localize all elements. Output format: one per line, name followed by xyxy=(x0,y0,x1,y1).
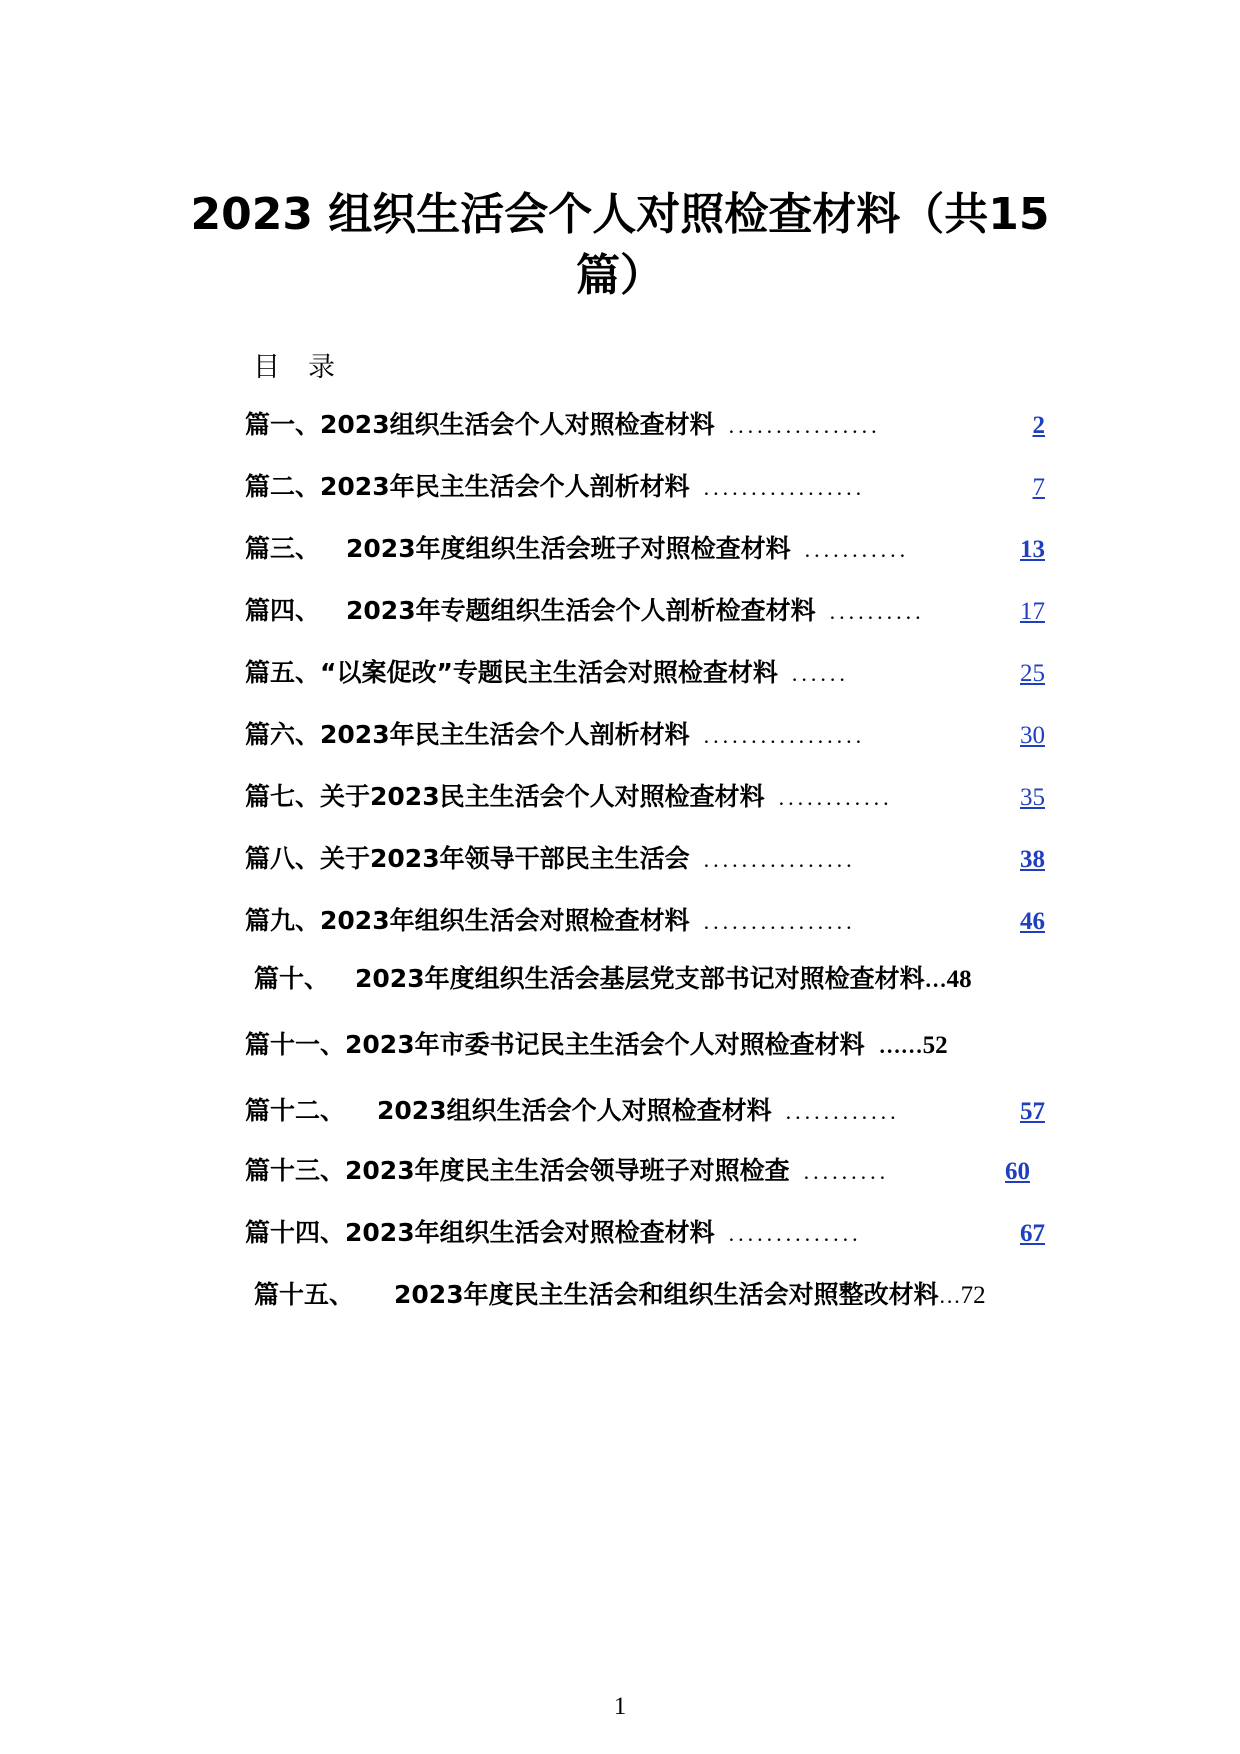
toc-leader-dots: ........... xyxy=(804,537,910,562)
toc-entry-prefix: 篇五、 xyxy=(245,658,321,687)
toc-entry-title: 2023年组织生活会对照检查材料 xyxy=(320,906,690,935)
toc-heading-char-1: 目 xyxy=(253,352,286,383)
toc-page-link[interactable]: 2 xyxy=(1032,412,1045,439)
toc-entry[interactable] xyxy=(245,529,1045,569)
toc-page-link[interactable]: 13 xyxy=(1020,536,1045,563)
toc-entry[interactable] xyxy=(245,467,1045,507)
toc-page-link[interactable]: 46 xyxy=(1020,908,1045,935)
toc-leader-dots: …… xyxy=(878,1033,923,1058)
toc-page-link[interactable]: 35 xyxy=(1020,784,1045,811)
toc-entry-prefix: 篇九、 xyxy=(245,906,321,935)
toc-entry-prefix: 篇十五、 xyxy=(254,1280,355,1309)
toc-leader-dots: ............ xyxy=(785,1099,900,1124)
toc-entry-title: 关于2023民主生活会个人对照检查材料 xyxy=(320,782,765,811)
toc-page-link[interactable]: 67 xyxy=(1020,1220,1045,1247)
toc-leader-dots: ............ xyxy=(778,785,893,810)
toc-entry[interactable] xyxy=(254,959,1054,999)
toc-entry[interactable] xyxy=(245,715,1045,755)
toc-page-link[interactable]: 57 xyxy=(1020,1098,1045,1125)
toc-leader-dots: … xyxy=(924,967,947,992)
toc-entry[interactable] xyxy=(245,591,1045,631)
document-title: 2023 组织生活会个人对照检查材料（共15 xyxy=(190,189,1050,240)
toc-leader-dots: ................ xyxy=(728,413,881,438)
toc-entry[interactable] xyxy=(245,1213,1045,1253)
toc-page-link[interactable]: 52 xyxy=(922,1032,948,1059)
toc-leader-dots: .......... xyxy=(829,599,925,624)
toc-page-link[interactable]: 17 xyxy=(1020,598,1045,625)
toc-entry-title: 2023年度民主生活会和组织生活会对照整改材料 xyxy=(394,1280,939,1309)
toc-leader-dots: ...... xyxy=(791,661,849,686)
toc-page-link[interactable]: 60 xyxy=(1005,1158,1030,1185)
toc-entry[interactable] xyxy=(245,1151,1030,1191)
toc-entry[interactable] xyxy=(245,653,1045,693)
toc-heading-char-2: 录 xyxy=(308,352,341,383)
toc-entry-prefix: 篇十、 xyxy=(254,964,330,993)
toc-entry-title: 2023组织生活会个人对照检查材料 xyxy=(377,1096,772,1125)
document-title-continued: 篇） xyxy=(576,250,664,301)
toc-page-link[interactable]: 48 xyxy=(946,966,972,993)
toc-leader-dots: ......... xyxy=(803,1159,890,1184)
toc-entry-prefix: 篇六、 xyxy=(245,720,321,749)
toc-leader-dots: ................ xyxy=(703,909,856,934)
toc-entry-title: 2023年民主生活会个人剖析材料 xyxy=(320,472,690,501)
toc-entry-prefix: 篇二、 xyxy=(245,472,321,501)
toc-entry-title: 关于2023年领导干部民主生活会 xyxy=(320,844,690,873)
toc-heading xyxy=(253,345,341,384)
toc-page-link[interactable]: 72 xyxy=(960,1282,986,1309)
toc-leader-dots: ................. xyxy=(703,723,866,748)
toc-entry-prefix: 篇十一、 xyxy=(245,1030,346,1059)
toc-entry-prefix: 篇四、 xyxy=(245,596,321,625)
toc-entry-title: 2023年度组织生活会基层党支部书记对照检查材料 xyxy=(355,964,925,993)
toc-entry-prefix: 篇三、 xyxy=(245,534,321,563)
toc-entry-title: 2023年度民主生活会领导班子对照检查 xyxy=(345,1156,790,1185)
toc-entry[interactable] xyxy=(245,1025,1045,1065)
toc-page-link[interactable]: 25 xyxy=(1020,660,1045,687)
toc-page-link[interactable]: 7 xyxy=(1032,474,1045,501)
toc-leader-dots: .............. xyxy=(728,1221,862,1246)
toc-entry-title: 2023年市委书记民主生活会个人对照检查材料 xyxy=(345,1030,865,1059)
toc-entry[interactable] xyxy=(245,901,1045,941)
toc-entry-prefix: 篇十二、 xyxy=(245,1096,346,1125)
toc-entry-title: 2023年民主生活会个人剖析材料 xyxy=(320,720,690,749)
toc-entry-title: 2023年度组织生活会班子对照检查材料 xyxy=(346,534,791,563)
toc-entry-prefix: 篇八、 xyxy=(245,844,321,873)
toc-leader-dots: ................. xyxy=(703,475,866,500)
toc-entry-prefix: 篇一、 xyxy=(245,410,321,439)
toc-entry-prefix: 篇十四、 xyxy=(245,1218,346,1247)
toc-entry-title: 2023年组织生活会对照检查材料 xyxy=(345,1218,715,1247)
toc-entry-title: 2023年专题组织生活会个人剖析检查材料 xyxy=(346,596,816,625)
toc-page-link[interactable]: 38 xyxy=(1020,846,1045,873)
toc-entry[interactable] xyxy=(245,405,1045,445)
toc-entry[interactable] xyxy=(245,1091,1045,1131)
toc-leader-dots: … xyxy=(938,1283,961,1308)
toc-page-link[interactable]: 30 xyxy=(1020,722,1045,749)
toc-entry[interactable] xyxy=(254,1275,1054,1315)
toc-entry-prefix: 篇十三、 xyxy=(245,1156,346,1185)
toc-entry-title: “以案促改”专题民主生活会对照检查材料 xyxy=(320,658,778,687)
toc-entry[interactable] xyxy=(245,839,1045,879)
toc-leader-dots: ................ xyxy=(703,847,856,872)
page-number: 1 xyxy=(613,1693,627,1720)
toc-entry-title: 2023组织生活会个人对照检查材料 xyxy=(320,410,715,439)
toc-entry[interactable] xyxy=(245,777,1045,817)
toc-entry-prefix: 篇七、 xyxy=(245,782,321,811)
